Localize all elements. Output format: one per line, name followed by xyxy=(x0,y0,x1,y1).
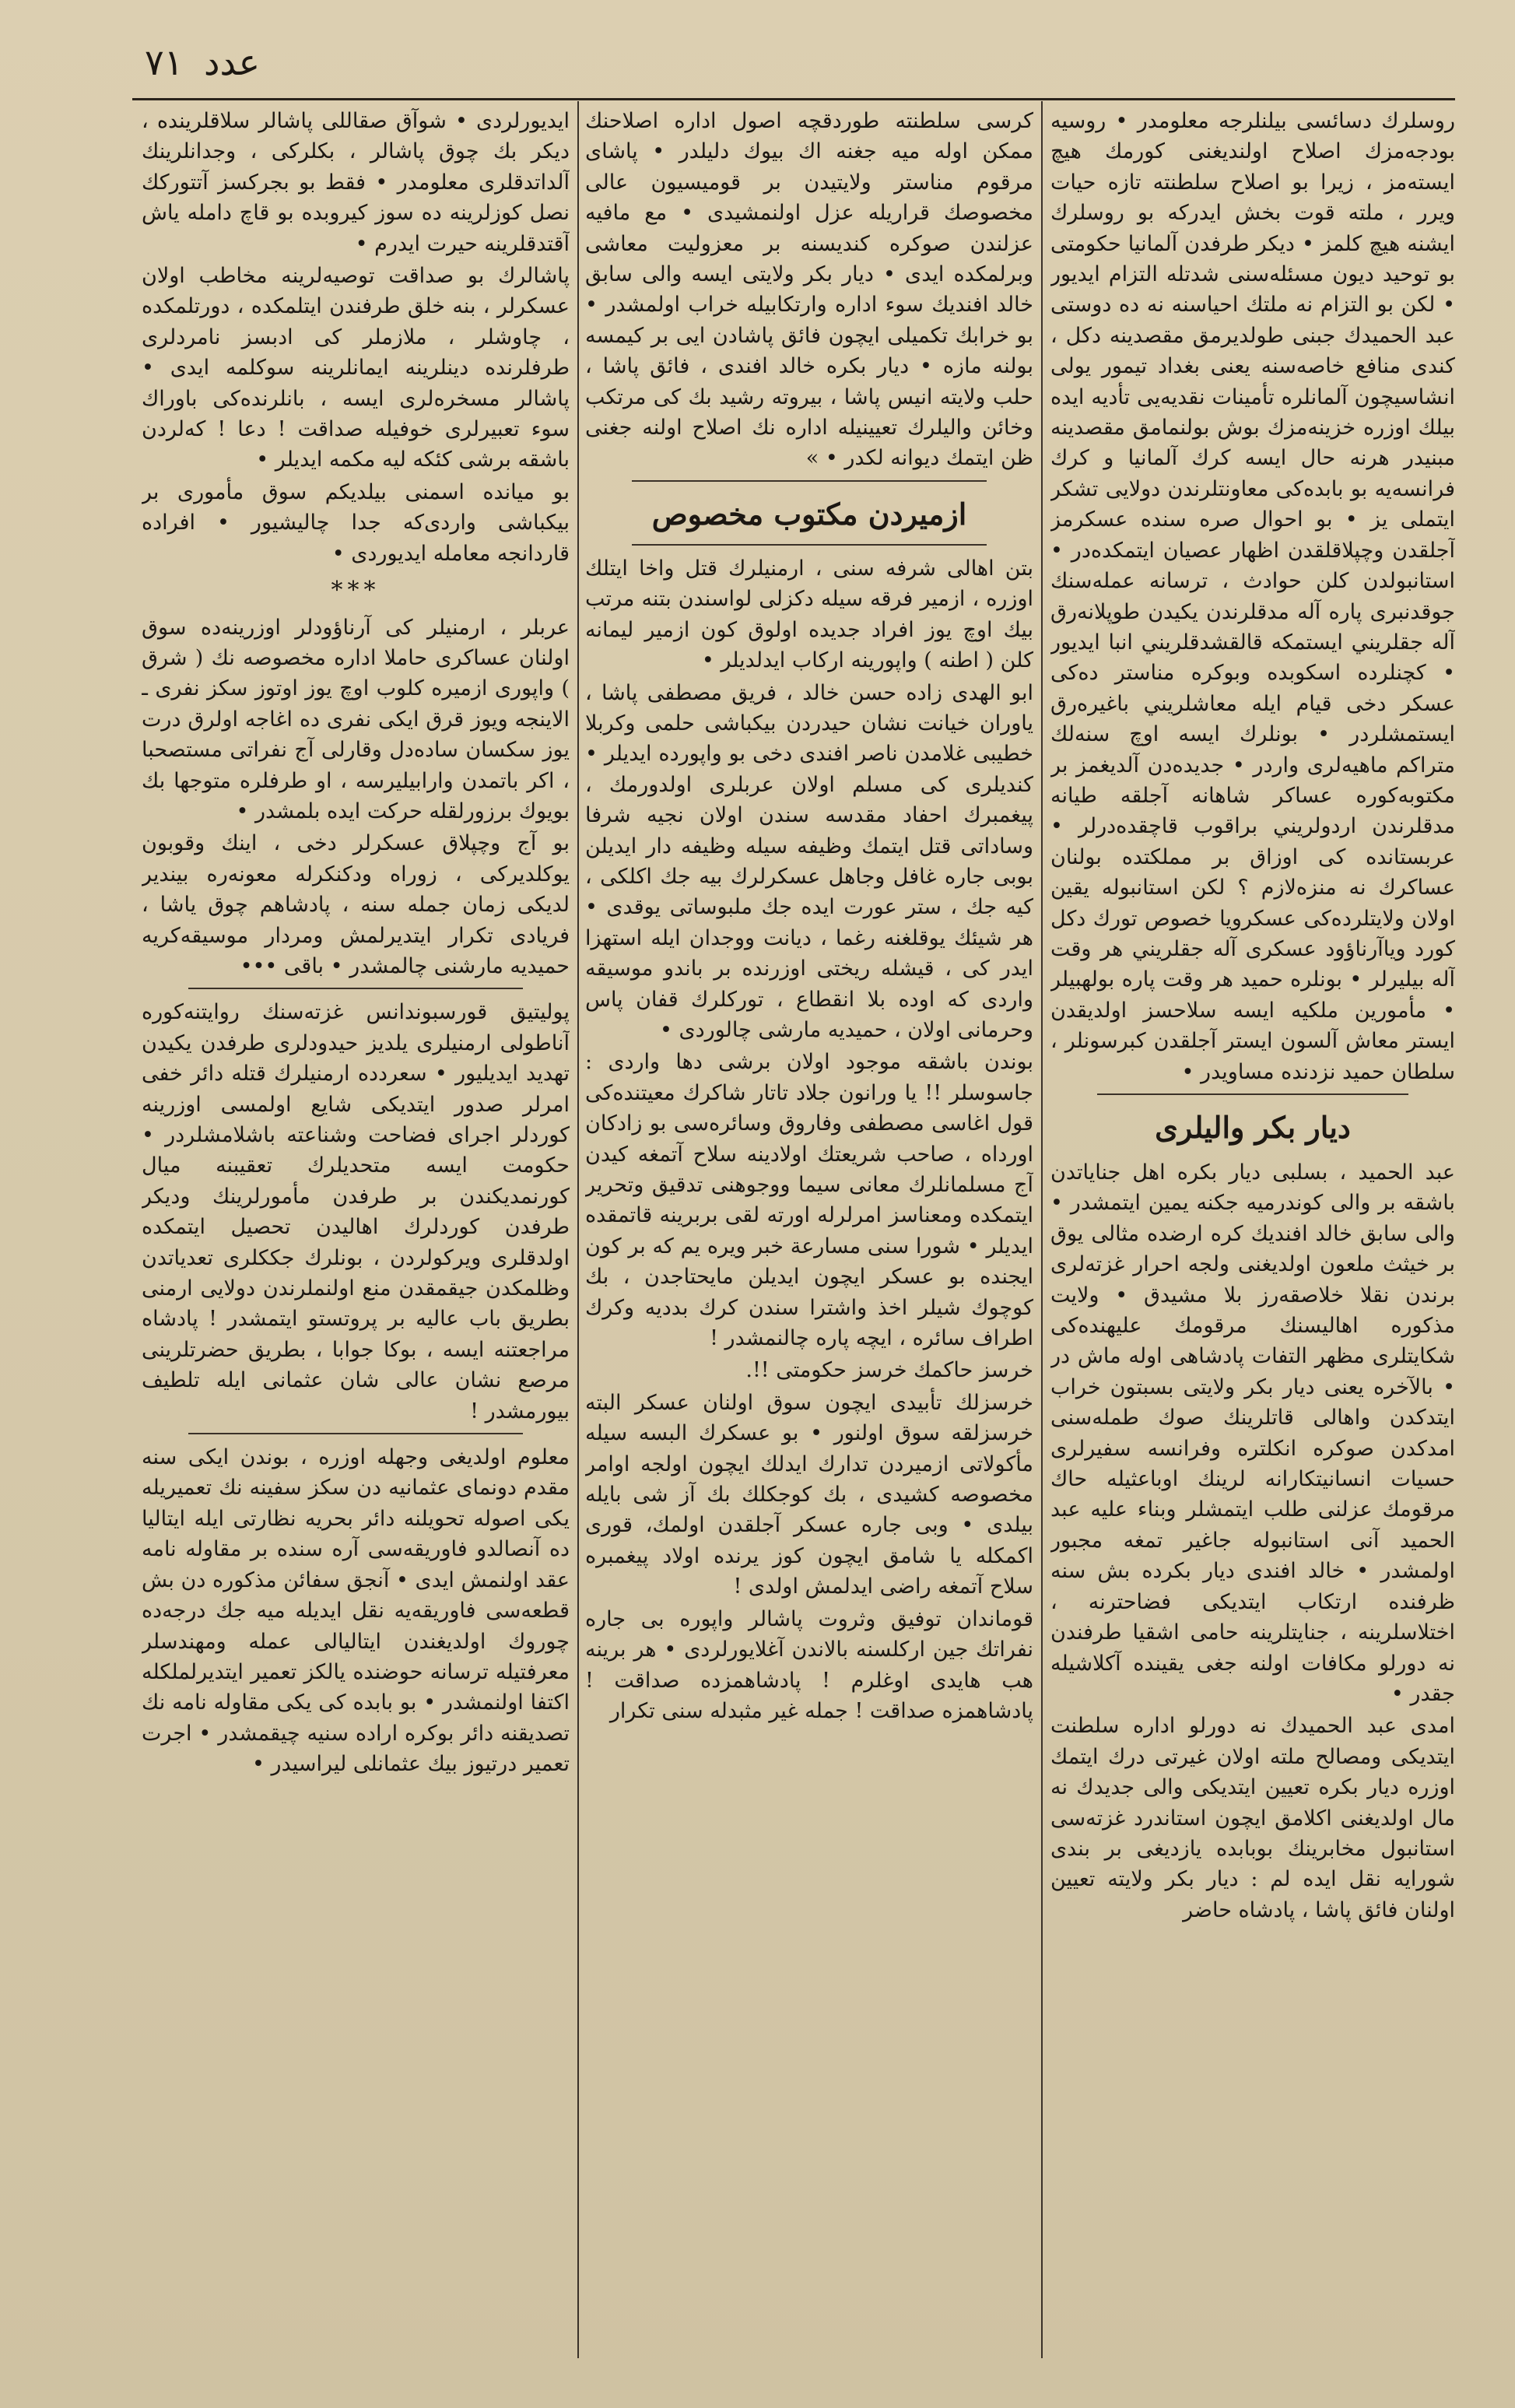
section-divider xyxy=(188,1433,523,1434)
article-heading-diyarbekir: ديار بكر واليلری xyxy=(1155,1110,1351,1145)
section-stars: *** xyxy=(331,577,381,605)
col1-paragraph: امدی عبد الحميدك نه دورلو اداره سلطنت ايتديكی ومصالح ملته اولان غيرتی درك ايتمك اوزره ديار بكره تعيين ايتديكی والی جديدك نه مال اولديغنی اكلامق ايچون استاندرد غزته‌سی استانبول مخابرينك بوبابده يازديغی بر بندی شورايه نقل ايده لم : ديار بكر ولايته تعيين اولنان فائق پاشا ، پادشاه حاضر xyxy=(1050,1714,1455,1922)
column-rule-right xyxy=(1041,101,1043,2358)
issue-word: عدد xyxy=(204,41,261,83)
col1-paragraph: روسلرك دسائسی بيلنلرجه معلومدر • روسيه بودجه‌مزك اصلاح اولنديغنی كورمك هيچ ايسته‌مز ، زيرا بو اصلاح سلطنته تازه حيات ويرر ، ملته قوت بخش ايدركه بو روسلرك ايشنه هيچ كلمز • ديكر طرفدن آلمانيا حكومتی بو توحيد ديون مسئله‌سنی شدتله التزام ايديور • لكن بو التزام نه ملتك احياسنه نه ده دوستی عبد الحميدك جبنی طولديرمق مقصدينه دكل ، كندی منافع خاصه‌سنه يعنی بغداد تيمور يولی انشاسيچون آلمانلره تأمينات نقديه‌يی تأديه ايده بيلك اوزره خزينه‌مزك بوش بولنمامق مقصدينه مبنيدر هرنه حال ايسه كرك آلمانيا و كرك فرانسه‌يه بو بابده‌كی معاونتلرندن دولايی تشكر ايتملی يز • بو احوال صره سنده عسكرمز آجلقدن وچپلاقلقدن اظهار عصيان ايتمكده‌در • استانبولدن كلن حوادث ، ترسانه عمله‌سنك جوقدنبری پاره آله مدقلرندن يكيدن طوپلانه‌رق آله جقلريني ايستمكه قالقشدقلريني انبا ايديور • كچنلرده اسكوبده وبوكره مناستر ده‌كی عسكر دخی قيام ايله معاشلريني باغيره‌رق ايستمشلردر • بونلرك ايسه اوچ سنه‌لك متراكم ماهيه‌لری واردر • جديده‌دن آلديغمز بر مكتوبه‌كوره عساكر شاهانه آجلقه طيانه مدقلرندن اردولريني براقوب قاچقده‌درلر • عربستانده كی اوزاق بر مملكتده بولنان عساكرك نه منزه‌لازم ؟ لكن استانبوله يقين اولان ولايتلرده‌كی عسكرويا خصوص تورك دكل كورد وياآرناؤود عسكری آله جقلريني هر وقت آله بيليرلر • بونلره حميد هر وقت پاره بولهبيلر • مأمورين ملكيه ايسه سلاحسز اولديقدن ايستر معاش آلسون ايستر آجلقدن كبرسونلر ، سلطان حميد نزدنده مساويدر • xyxy=(1050,109,1455,1084)
col2-paragraph: بوندن باشقه موجود اولان برشی دها واردی : جاسوسلر !! يا ورانون جلاد تاتار شاكرك معيتنده‌كی قول اغاسی مصطفی وفاروق وسائره‌سی بو زادكان اورداه ، صاحب شريعتك اولادينه سلاح آتمغه كيدن آج مسلمانلرك معانی سيما ووجوهنی تدقيق وتحرير ايتمكده ومعناسز امرلرله اورته لقی بربرينه قاتمقده ايديلر • شورا سنی مسارعة خبر ويره يم كه بر كون ايجنده بو عسكر ايچون ايديلن مايحتاجدن ، بك كوچوك شيلر اخذ واشترا سندن كرك بدديه وكرك اطراف سائره ، ايچه پاره چالنمشدر ! xyxy=(585,1050,1033,1351)
section-divider xyxy=(1097,1093,1408,1095)
header-rule xyxy=(132,98,1455,100)
col3-paragraph: پوليتيق قورسبوندانس غزته‌سنك روايتنه‌كوره آناطولی ارمنيلری يلديز حيدودلری طرفدن يكيدن تهديد ايديليور • سعردده ارمنيلرك قتله دائر خفی امرلر صدور ايتديكی شايع اولمسی اوزرينه كوردلر اجرای فضاحت وشناعته باشلامشلردر • حكومت ايسه متحديلرك تعقيبنه ميال كورنمديكندن بر طرفدن مأمورلرينك وديكر طرفدن كوردلرك اهاليدن تحصيل ايتمكده اولدقلری ويركولردن ، بونلرك جككلری تعدياتدن وظلمكدن جيقمقدن منع اولنملرندن دولايی ارمنی بطريق باب عاليه بر پروتستو ايتمشدر ! پادشاه مراجعتنه ايسه ، بوكا جوابا ، بطريق حضرتلرينی مرصع نشان عالی شان عثمانی ايله تلطيف بيورمشدر ! xyxy=(142,1000,570,1423)
section-divider xyxy=(188,988,523,989)
column-rule-left xyxy=(577,101,579,2358)
col3-paragraph: بو آج وچپلاق عسكرلر دخی ، اينك وقوبون يوكلديركی ، زوراه ودكنكرله معونه‌ره بيندير لديكی زمان جمله سنه ، پادشاهم چوق ياشا ، فريادی تكرار ايتديرلمش ومردار موسيقه‌كريه حميديه مارشنی چالمشدر • باقی ••• xyxy=(142,831,570,978)
column-middle xyxy=(585,106,1033,2386)
column-right xyxy=(1050,106,1455,2386)
col2-paragraph: بتن اهالی شرفه سنی ، ارمنيلرك قتل واخا ايتلك اوزره ، ازمير فرقه سيله دكزلی لواسندن بتنه مرتب بيك اوچ يوز افراد جديده اولوق كون ازمير ليمانه كلن ( اطنه ) واپورينه اركاب ايدلديلر • xyxy=(585,556,1033,673)
issue-label xyxy=(140,31,265,93)
col2-paragraph: خرسزلك تأبيدی ايچون سوق اولنان عسكر البته خرسزلقه سوق اولنور • بو عسكرك البسه سيله مأكولاتی ازميردن تدارك ايدلك ايچون اولجه اوامر مخصوصه كشيدی ، بك كوجكلك بك آز شی بايله بيلدی • وبی جاره عسكر آجلقدن اولمك، قوری اكمكله يا شامق ايچون كوز يرنده اولاد پيغمبره سلاح آتمغه راضی ايدلمش اولدی ! xyxy=(585,1390,1033,1599)
section-divider xyxy=(632,480,987,482)
col2-paragraph: قوماندان توفيق وثروت پاشالر واپوره بی جاره نفراتك جين اركلسنه بالاندن آغلايورلردی • هر برينه هب هايدی اوغلرم ! پادشاهمزده صداقت ! پادشاهمزه صداقت ! جمله غير مثبدله سنی تكرار xyxy=(585,1606,1033,1723)
article-heading-izmir: ازميردن مكتوب مخصوص xyxy=(651,496,967,532)
issue-number: ٧١ xyxy=(145,41,184,83)
col1-paragraph: عبد الحميد ، بسلبی ديار بكره اهل جناياتدن باشقه بر والی كوندرميه جكنه يمين ايتمشدر • والی سابق خالد افنديك كره ارضده مثالی يوق بر خيثث ملعون اولديغنی ولجه احرار غزته‌لری برندن نقلا خلاصقه‌رز بلا مشيدق • ولايت مذكوره اهاليسنك مرقومك عليهنده‌كی شكايتلری مظهر التفات پادشاهی اوله ماش در • بالآخره يعنی ديار بكر ولايتی بسبتون خراب ايتدكدن واهالی قاتلرينك صوك طمله‌سنی امدكدن صوكره انكلتره وفرانسه سفيرلری حسيات انسانيتكارانه لرينك اوباعثيله حاك مرقومك عزلنی طلب ايتمشلر وبناء عليه عبد الحميد آنی استانبوله جاغير تمغه مجبور اولمشدر • خالد افندی ديار بكرده بش سنه ظرفنده ارتكاب ايتديكی فضاحترنه ، اختلاسلرينه ، جنايتلرينه حامی اشقيا طرفندن نه دورلو مكافات اولنه جغی يقينده آكلاشيله جقدر • xyxy=(1050,1160,1455,1706)
section-divider xyxy=(632,544,987,546)
column-left xyxy=(142,106,570,2386)
col3-paragraph: معلوم اولديغی وجهله اوزره ، بوندن ايكی سنه مقدم دونمای عثمانيه دن سكز سفينه نك تعميريله يكی اصوله تحويلنه دائر بحريه نظارتی ايله ايتاليا ده آنصالدو فاوريقه‌سی آره سنده بر مقاوله نامه عقد اولنمش ايدی • آنجق سفائن مذكوره دن بش قطعه‌سی فاوريقه‌يه نقل ايديله ميه جك درجه‌ده چوروك اولديغندن ايتاليالی عمله ومهندسلر معرفتيله ترسانه حوضنده يالكز تعمير ايتديرلملكله اكتفا اولنمشدر • بو بابده كی يكی مقاوله نامه نك تصديقنه دائر بوكره اراده سنيه چيقمشدر • اجرت تعمير درتيوز بيك عثمانلی ليراسيدر • xyxy=(142,1445,570,1777)
col3-paragraph: ايديورلردی • شوآق صقاللی پاشالر سلاقلرينده ، ديكر بك چوق پاشالر ، بكلركی ، وجدانلرينك آلداتدقلری معلومدر • فقط بو بجركسز آتتوركك نصل كوزلرينه ده سوز كيروبده بو قاچ دامله ياش آقتدقلرينه حيرت ايدرم • xyxy=(142,109,570,256)
col2-paragraph: كرسی سلطنته طوردقچه اصول اداره اصلاحنك ممكن اوله ميه جغنه اك بيوك دليلدر • پاشای مرقوم مناستر ولايتيدن بر قوميسيون عالی مخصوصك قراريله عزل اولنمشيدی • مع مافيه عزلندن صوكره كنديسنه بر معزوليت معاشی وبرلمكده ايدی • ديار بكر ولايتی ايسه والی سابق خالد افنديك سوء اداره وارتكابيله خراب اولمشدر • بو خرابك تكميلی ايچون فائق پاشادن ايی بر كيمسه بولنه مازه • ديار بكره خالد افندی ، فائق پاشا ، حلب ولايته انيس پاشا ، بيروته رشيد بك كی مرتكب وخائن واليلرك تعيينيله اداره نك اصلاح اولنه جغنی ظن ايتمك ديوانه لكدر • » xyxy=(585,109,1033,471)
col3-paragraph: عربلر ، ارمنيلر كی آرناؤودلر اوزرينه‌ده سوق اولنان عساكری حاملا اداره مخصوصه نك ( شرق ) واپوری ازميره كلوب اوچ يوز اوتوز سكز نفری ـ الاينجه ويوز قرق ايكی نفری ده اغاجه اولرق درت يوز سكسان ساده‌دل وقارلی آج نفراتی مستصحبا ، اكر باتمدن وارابيليرسه ، او طرفلره متوجها بك بويوك برزورلقله حركت ايده بلمشدر • xyxy=(142,615,570,823)
col2-paragraph: خرسز حاكمك خرسز حكومتی !!. xyxy=(745,1358,1033,1383)
col2-paragraph: ابو الهدى زاده حسن خالد ، فريق مصطفی پاشا ، ياوران خيانت نشان حيدردن بيكباشی حلمی وكربلا خطيبی غلامدن ناصر افندی دخی بو واپورده ايديلر • كنديلری كی مسلم اولان عربلری اولدورمك ، پيغمبرك احفاد مقدسه سندن اولان نجيه شرفا وساداتی قتل ايتمك وظيفه سيله وظيفه دار ايديلن بوبی جاره غافل وجاهل عسكرلرك بيه جك اكلكی ، كيه جك ، ستر عورت ايده جك ملبوساتی يوقدی • هر شيئك يوقلغنه رغما ، ديانت ووجدان ايله استهزا ايدر كی ، قيشله ريختی اوزرنده بر باندو موسيقه واردی كه اوده بلا انقطاع ، توركلرك قفان پاس وحرمانی اولان ، حميديه مارشی چالوردی • xyxy=(585,680,1033,1042)
col3-paragraph: بو ميانده اسمنی بيلديكم سوق مأموری بر بيكباشی واردی‌كه جدا چاليشيور • افراده قاردانجه معامله ايديوردی • xyxy=(142,479,570,566)
page-header xyxy=(140,31,1432,93)
col3-paragraph: پاشالرك بو صداقت توصيه‌لرينه مخاطب اولان عسكرلر ، بنه خلق طرفندن ايتلمكده ، دورتلمكده ، چاوشلر ، ملازملر كی ادبسز نامردلری طرفلرنده دينلرينه ايمانلرينه سوكلمه ايدی • پاشالر مسخره‌لری ايسه ، بانلرنده‌كی باوراك سوء تعبيرلری خوفيله صداقت ! دعا ! كه‌لردن باشقه برشی كئكه ليه مكمه ايديلر • xyxy=(142,264,570,472)
